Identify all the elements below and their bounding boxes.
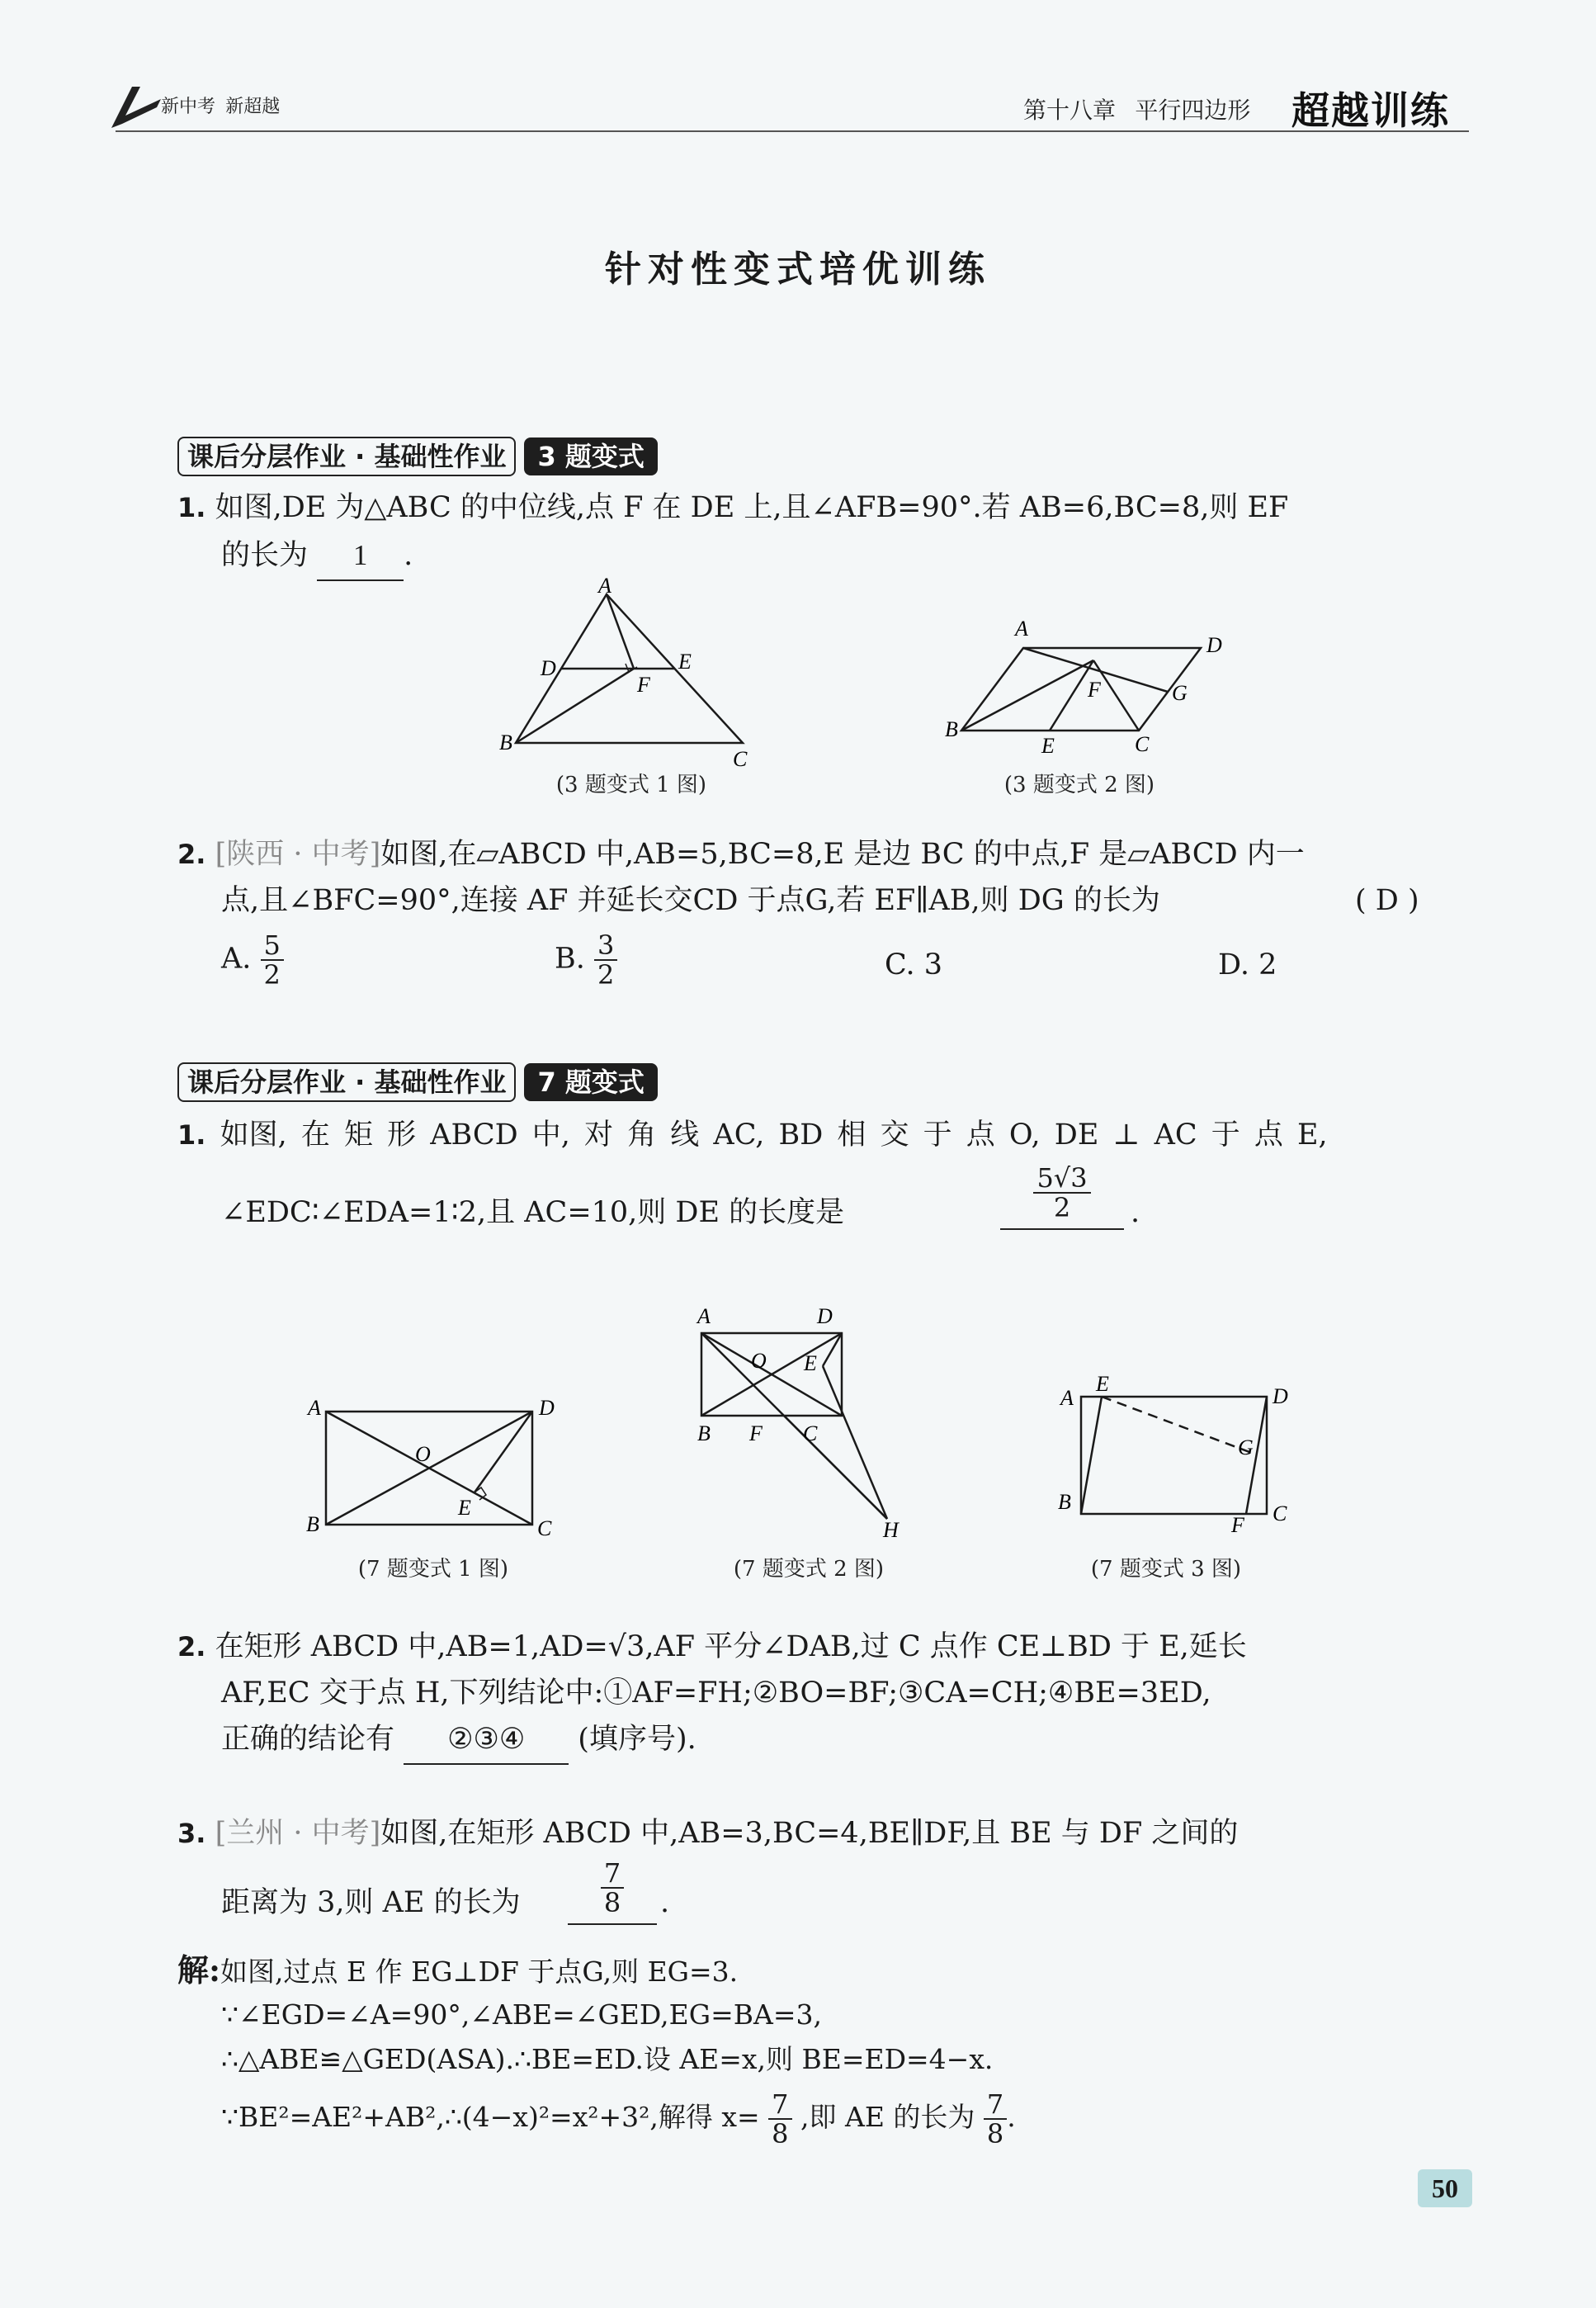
s1-q1-line1: 1. 如图,DE 为△ABC 的中位线,点 F 在 DE 上,且∠AFB=90°.若 AB=6,BC=8,则 EF (177, 491, 1289, 524)
label-e: E (1041, 734, 1055, 758)
label-f: F (637, 673, 650, 697)
label-h: H (883, 1518, 899, 1542)
s2-q1-line2: ∠EDC∶∠EDA=1∶2,且 AC=10,则 DE 的长度是 (221, 1196, 845, 1229)
label-d: D (539, 1396, 555, 1420)
label-b: B (306, 1512, 319, 1536)
figure-7-1 (301, 1387, 557, 1544)
s1-q2-line1: 2. [陕西 · 中考]如图,在▱ABCD 中,AB=5,BC=8,E 是边 BC 的中点,F 是▱ABCD 内一 (177, 838, 1305, 871)
label-c: C (733, 747, 748, 771)
solution-line2: ∵∠EGD=∠A=90°,∠ABE=∠GED,EG=BA=3, (221, 1998, 822, 2031)
solution-label: 解: (177, 1951, 221, 1989)
label-f: F (1231, 1513, 1244, 1535)
figure-3-2-caption: (3 题变式 2 图) (1003, 773, 1155, 797)
s2-q1-answer: $\frac{5√3}{2}$ (1000, 1164, 1124, 1230)
label-d: D (1206, 633, 1222, 657)
section2-label: 课后分层作业 · 基础性作业 (177, 1062, 516, 1102)
s2-q3-source: [兰州 · 中考] (215, 1817, 381, 1850)
figure-7-3 (1048, 1362, 1296, 1535)
s2-q2-line2: AF,EC 交于点 H,下列结论中:①AF=FH;②BO=BF;③CA=CH;④BE=3ED, (221, 1677, 1211, 1710)
figure-3-1 (495, 578, 759, 776)
figure-3-1-caption: (3 题变式 1 图) (555, 773, 707, 797)
label-g: G (1238, 1435, 1254, 1459)
label-d: D (1273, 1384, 1288, 1408)
s1-q2-source: [陕西 · 中考] (215, 838, 381, 871)
label-c: C (1135, 732, 1150, 756)
label-b: B (499, 731, 512, 754)
section2-tag: 7 题变式 (524, 1063, 657, 1101)
figure-7-2-caption: (7 题变式 2 图) (733, 1557, 885, 1582)
label-c: C (537, 1516, 552, 1540)
label-f: F (749, 1421, 763, 1445)
label-a: A (598, 578, 611, 598)
section1-header (177, 437, 658, 475)
label-o: O (751, 1349, 767, 1373)
label-a: A (1060, 1386, 1074, 1410)
publisher-logo-icon (107, 83, 165, 132)
label-c: C (1273, 1502, 1287, 1525)
s2-q2-line1: 2. 在矩形 ABCD 中,AB=1,AD=√3,AF 平分∠DAB,过 C 点作 CE⊥BD 于 E,延长 (177, 1630, 1247, 1663)
label-e: E (804, 1351, 817, 1375)
figure-3-2 (933, 611, 1230, 759)
s2-q1-suffix: . (1131, 1196, 1140, 1229)
label-c: C (803, 1421, 818, 1445)
s1-q2-option-b: B. $\frac{3}{2}$ (555, 931, 617, 989)
label-g: G (1172, 681, 1188, 705)
s1-q1-line2: 的长为 1 . (221, 532, 413, 581)
label-a: A (697, 1304, 711, 1328)
label-e: E (678, 650, 692, 674)
label-e: E (458, 1496, 471, 1520)
s2-q3-answer: $\frac{7}{8}$ (568, 1859, 657, 1925)
solution-line3: ∴△ABE≌△GED(ASA).∴BE=ED.设 AE=x,则 BE=ED=4−x. (221, 2043, 994, 2075)
solution-line1: 解:如图,过点 E 作 EG⊥DF 于点G,则 EG=3. (177, 1951, 739, 1989)
s2-q3-line1: 3. [兰州 · 中考]如图,在矩形 ABCD 中,AB=3,BC=4,BE∥DF,且 BE 与 DF 之间的 (177, 1817, 1239, 1850)
section1-tag: 3 题变式 (524, 437, 657, 475)
s1-q2-option-a: A. $\frac{5}{2}$ (221, 931, 284, 989)
label-f: F (1088, 678, 1101, 702)
header-brand: 超越训练 (1291, 88, 1450, 133)
header-tagline: 新中考 新超越 (161, 96, 281, 116)
header-chapter: 第十八章 平行四边形 (1023, 97, 1251, 123)
figure-7-2 (685, 1296, 908, 1544)
label-b: B (697, 1421, 711, 1445)
s1-q1-answer: 1 (317, 532, 404, 581)
page-number: 50 (1418, 2169, 1472, 2207)
label-e: E (1096, 1372, 1109, 1396)
s1-q2-answer: ( D ) (1355, 884, 1419, 917)
label-d: D (541, 656, 556, 680)
s2-q3-suffix: . (660, 1886, 670, 1919)
label-b: B (945, 717, 958, 741)
figure-7-3-caption: (7 题变式 3 图) (1090, 1557, 1242, 1582)
section1-label: 课后分层作业 · 基础性作业 (177, 437, 516, 476)
s1-q2-option-d: D. 2 (1218, 948, 1277, 981)
label-d: D (817, 1304, 833, 1328)
header-divider (116, 130, 1469, 132)
page-title: 针对性变式培优训练 (605, 248, 991, 291)
s2-q1-line1: 1. 如图, 在 矩 形 ABCD 中, 对 角 线 AC, BD 相 交 于 点 O, DE ⊥ AC 于 点 E, (177, 1119, 1328, 1152)
figure-7-1-caption: (7 题变式 1 图) (357, 1557, 509, 1582)
label-o: O (415, 1442, 431, 1466)
solution-line4: ∵BE²=AE²+AB²,∴(4−x)²=x²+3²,解得 x= $\frac{7}{8}$ ,即 AE 的长为 $\frac{7}{8}$ . (221, 2088, 1016, 2150)
label-a: A (308, 1396, 321, 1420)
s2-q3-line2: 距离为 3,则 AE 的长为 (221, 1886, 521, 1919)
s2-q2-line3: 正确的结论有 ②③④ (填序号). (221, 1715, 696, 1765)
s2-q2-answer: ②③④ (404, 1715, 569, 1765)
label-b: B (1058, 1490, 1071, 1514)
label-a: A (1015, 617, 1028, 641)
s1-q2-line2: 点,且∠BFC=90°,连接 AF 并延长交CD 于点G,若 EF∥AB,则 DG 的长为 (221, 884, 1160, 917)
s1-q2-option-c: C. 3 (885, 948, 943, 981)
section2-header (177, 1063, 658, 1101)
